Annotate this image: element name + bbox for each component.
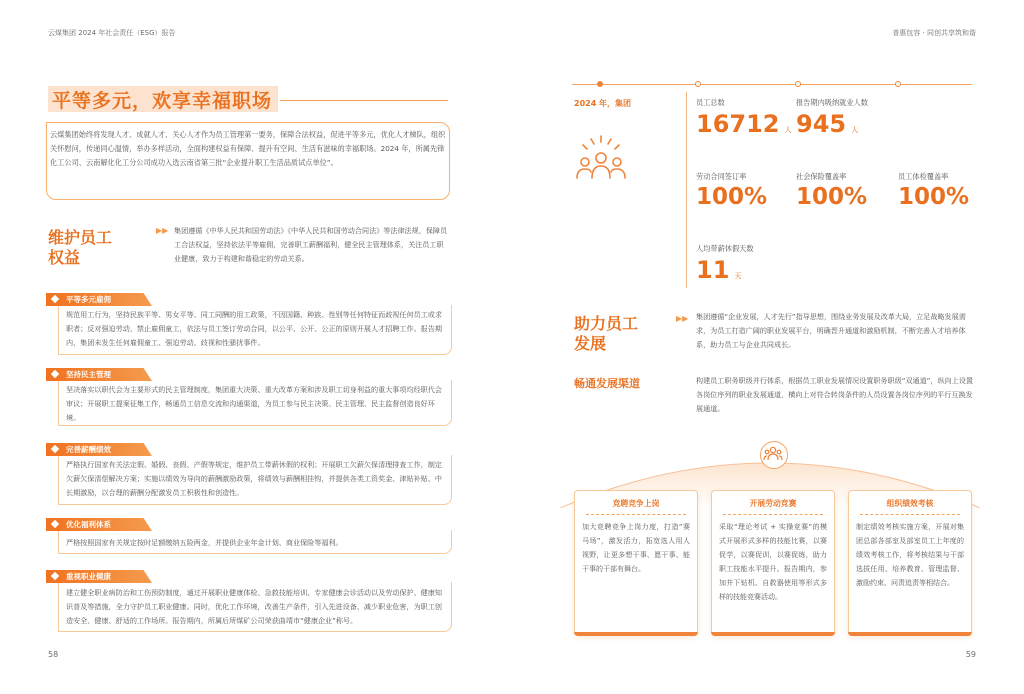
paid-leave-value: 11 — [696, 256, 730, 284]
paid-leave-unit: 天 — [734, 272, 742, 280]
rights-title — [48, 228, 112, 268]
timeline-line — [572, 84, 972, 85]
team-icon — [763, 445, 783, 463]
channels-title: 畅通发展渠道 — [574, 377, 640, 390]
rights-title-line2: 权益 — [48, 248, 81, 267]
stats-divider — [686, 92, 687, 288]
insurance-rate-value: 100% — [796, 184, 868, 210]
card-base — [711, 632, 835, 636]
card-labor-contest-text: 采取“理论考试 + 实操竞赛”的模式开展形式多样的技能比赛，以赛促学，以赛促训，以赛促练，助力职工技能水平提升。报告期内，参加井下钻机、自救器使用等形式多样的技能竞赛活动。 — [719, 523, 827, 601]
section-label-hiring: 平等多元雇佣 — [66, 295, 111, 304]
new-employment-stat — [796, 110, 858, 138]
section-text-health: 建立健全职业病防治和工伤预防制度，通过开展职业健康体检、急救技能培训、专家健康会诊活动以及劳动保护、健康知识普及等措施，全力守护员工职业健康。同时，优化工作环境，改善生产条件，引入先进设备、减少职业危害，为职工创造安全、健康、舒适的工作场所。报告期内，所属后所煤矿公司荣获曲靖市“健康企业”称号。 — [66, 588, 442, 625]
paid-leave-stat — [696, 256, 742, 284]
insurance-rate-label: 社会保险覆盖率 — [796, 172, 847, 181]
checkup-rate-value: 100% — [898, 184, 970, 210]
section-label-democracy: 坚持民主管理 — [66, 370, 111, 379]
new-employment-label: 报告期内吸纳就业人数 — [796, 98, 868, 107]
contract-rate-label: 劳动合同签订率 — [696, 172, 747, 181]
section-label-welfare: 优化福利体系 — [66, 520, 111, 529]
title-divider — [280, 100, 448, 101]
page-number-right: 59 — [965, 650, 976, 659]
channels-text: 构建员工职务职级并行体系，根据员工职业发展情况设置职务职级“双通道”，纵向上设置各岗位序列的职业发展通道，横向上对符合转岗条件的人员设置各岗位序列的平行互换发展通道。 — [696, 376, 973, 413]
rights-title-line1: 维护员工 — [48, 228, 113, 247]
arrow-icon: ▶▶ — [156, 226, 169, 235]
new-employment-unit: 人 — [851, 126, 859, 134]
section-text-democracy: 坚决落实以职代会为主要形式的民主管理制度，集团重大决策、重大改革方案和涉及职工切身利益的重大事项均经职代会审议；开展职工提案征集工作，畅通员工信息交流和沟通渠道，为员工参与民主决策、民主管理、民主监督创造良好环境。 — [66, 385, 442, 422]
card-divider — [586, 514, 686, 515]
new-employment-value: 945 — [796, 110, 847, 138]
development-title-line2: 发展 — [574, 334, 607, 353]
timeline-dot — [597, 81, 603, 87]
timeline-dot — [795, 81, 801, 87]
section-label-health: 重视职业健康 — [66, 572, 111, 581]
card-performance-text: 制定绩效考核实施方案，开展对集团总部各部室及部室员工上年度的绩效考核工作，将考核结果与干部选拔任用、培养教育、管理监督、激励约束、问责追责等相结合。 — [856, 523, 964, 587]
card-divider — [860, 514, 960, 515]
section-label-pay: 完善薪酬绩效 — [66, 445, 111, 454]
chapter-header: 普惠包容 · 同创共享筑和谐 — [892, 29, 976, 37]
card-competition-text: 加大竞聘竞争上岗力度，打造“赛马场”，激发活力，拓宽选人用人视野，让更多想干事、愿干事、能干事的干部有舞台。 — [582, 523, 690, 573]
total-employees-value: 16712 — [696, 110, 780, 138]
development-text: 集团遵循“企业发展，人才先行”指导思想，围绕业务发展及改革大局，立足战略发展需求，为员工打造广阔的职业发展平台，明确晋升通道和激励机制，不断完善人才培养体系，助力员工与企业共同成长。 — [696, 312, 966, 349]
paid-leave-label: 人均带薪休假天数 — [696, 244, 754, 253]
section-text-welfare: 严格按照国家有关规定按时足额缴纳五险两金，并提供企业年金计划、商业保险等福利。 — [66, 538, 343, 547]
card-divider — [723, 514, 823, 515]
page-number-left: 58 — [48, 650, 59, 659]
report-header: 云煤集团 2024 年社会责任（ESG）报告 — [48, 29, 176, 37]
checkup-rate-label: 员工体检覆盖率 — [898, 172, 949, 181]
card-performance-title: 组织绩效考核 — [886, 499, 934, 508]
page-title: 平等多元，欢享幸福职场 — [52, 90, 273, 112]
section-text-hiring: 规范用工行为，坚持民族平等、男女平等、同工同酬的用工政策，不因国籍、种族、性别等任何特征而歧视任何员工或求职者；反对强迫劳动，禁止雇佣童工，依法与员工签订劳动合同，以公平、公开、公正的原则开展人才招聘工作。报告期内，集团未发生任何雇佣童工、强迫劳动、歧视和性骚扰事件。 — [66, 310, 442, 347]
card-base — [574, 632, 698, 636]
total-employees-label: 员工总数 — [696, 98, 725, 107]
total-employees-unit: 人 — [784, 126, 792, 134]
card-labor-contest-title: 开展劳动竞赛 — [749, 499, 797, 508]
contract-rate-value: 100% — [696, 184, 768, 210]
arrow-icon: ▶▶ — [676, 314, 689, 323]
rights-text: 集团遵循《中华人民共和国劳动法》《中华人民共和国劳动合同法》等法律法规，保障员工合法权益，坚持依法平等雇佣，完善职工薪酬福利，健全民主管理体系，关注员工职业健康，致力于构建和谐稳定的劳动关系。 — [174, 226, 448, 263]
development-title — [574, 314, 638, 354]
stats-year-label: 2024 年，集团 — [574, 99, 632, 108]
timeline-dot — [895, 81, 901, 87]
card-competition-title: 竞聘竞争上岗 — [612, 499, 660, 508]
section-text-pay: 严格执行国家有关法定假、婚假、丧假、产假等规定，维护员工带薪休假的权利；开展职工欠薪欠保清理排查工作，制定欠薪欠保清偿解决方案；实施以绩效为导向的薪酬激励政策，将绩效与薪酬相挂钩，并提供各类工资奖金、津贴补贴、中长期激励，以合理的薪酬分配激发员工积极性和创造性。 — [66, 460, 442, 497]
intro-text: 云煤集团始终将发现人才、成就人才、关心人才作为员工管理第一要务，保障合法权益，促进平等多元，优化人才梯队，组织关怀慰问，传递同心温情，举办多样活动，全面构建权益有保障、提升有空间、生活有滋味的幸福职场。2024 年，所属先锋化工公司、云南解化化工分公司成功入选云南省第三批“企业提升职工生活品质试点单位”。 — [50, 130, 446, 167]
development-title-line1: 助力员工 — [574, 314, 639, 333]
timeline-dot — [695, 81, 701, 87]
total-employees-stat — [696, 110, 792, 138]
employees-icon — [573, 134, 629, 182]
card-base — [848, 632, 972, 636]
